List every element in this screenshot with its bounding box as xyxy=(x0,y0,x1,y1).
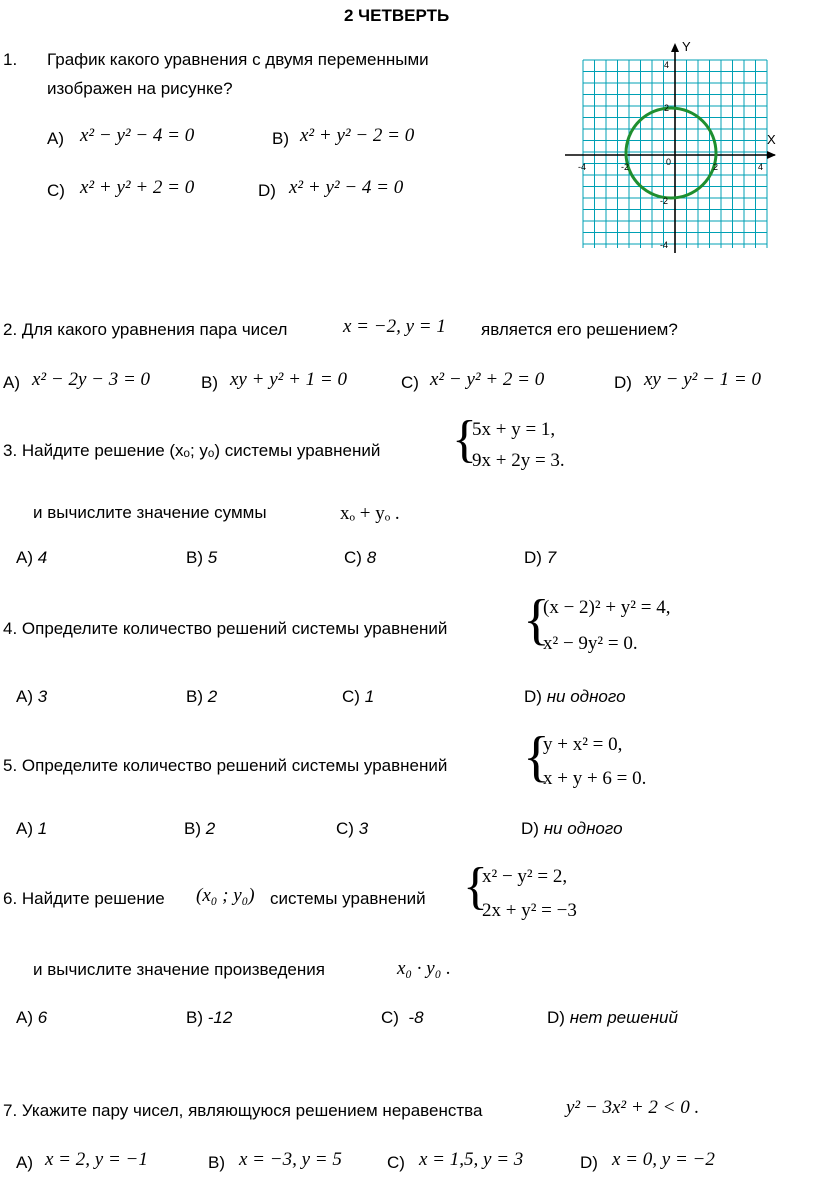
q5-option-a: A) 1 xyxy=(16,819,48,838)
q1-line2: изображен на рисунке? xyxy=(47,79,233,98)
q6-option-d: D) нет решений xyxy=(547,1008,678,1027)
q4-system-brace: { xyxy=(523,589,550,651)
x-axis-label: X xyxy=(767,132,776,147)
q6-system-eq2: 2x + y² = −3 xyxy=(482,900,577,921)
q6-pair: (x₀ ; y₀) xyxy=(196,885,255,906)
tick-x-neg4: -4 xyxy=(578,162,587,172)
q4-system-eq1: (x − 2)² + y² = 4, xyxy=(543,597,671,618)
q5-system-eq2: x + y + 6 = 0. xyxy=(543,768,647,789)
q1-option-b-label: B) xyxy=(272,129,289,148)
q1-line1: График какого уравнения с двумя переменными xyxy=(47,50,429,69)
tick-origin: 0 xyxy=(666,157,672,167)
q3-option-b: B) 5 xyxy=(186,548,218,567)
q6-text-b: системы уравнений xyxy=(270,889,426,908)
tick-x-neg2: -2 xyxy=(621,162,630,172)
x-axis-arrow xyxy=(767,151,776,159)
q6-text2: и вычислите значение произведения xyxy=(33,960,325,979)
q1-option-c-equation: x² + y² + 2 = 0 xyxy=(80,177,195,198)
q7-option-a-value: x = 2, y = −1 xyxy=(45,1149,148,1170)
y-axis-arrow xyxy=(671,43,679,52)
q6-option-c: C) -8 xyxy=(381,1008,424,1027)
q2-option-a-label: A) xyxy=(3,373,20,392)
q6-expr: x₀ · y₀ . xyxy=(397,958,451,979)
q4-option-b: B) 2 xyxy=(186,687,218,706)
q2-text-a: 2. Для какого уравнения пара чисел xyxy=(3,320,288,339)
q2-option-b-equation: xy + y² + 1 = 0 xyxy=(230,369,347,390)
q3-system-eq1: 5x + y = 1, xyxy=(472,419,556,440)
q6-text-a: 6. Найдите решение xyxy=(3,889,165,908)
q7-option-d-label: D) xyxy=(580,1153,598,1172)
circle-graph xyxy=(560,38,790,258)
q6-option-b: B) -12 xyxy=(186,1008,233,1027)
tick-y-2: 2 xyxy=(664,103,670,113)
q3-text2: и вычислите значение суммы xyxy=(33,503,267,522)
q1-option-b-equation: x² + y² − 2 = 0 xyxy=(300,125,415,146)
tick-y-neg2: -2 xyxy=(660,196,669,206)
tick-y-4: 4 xyxy=(664,60,670,70)
q1-option-d-equation: x² + y² − 4 = 0 xyxy=(289,177,404,198)
y-axis-label: Y xyxy=(682,39,691,54)
q6-option-a: A) 6 xyxy=(16,1008,48,1027)
q1-option-a-equation: x² − y² − 4 = 0 xyxy=(80,125,195,146)
q7-option-a-label: A) xyxy=(16,1153,33,1172)
page-title: 2 ЧЕТВЕРТЬ xyxy=(344,6,450,25)
q5-system-eq1: y + x² = 0, xyxy=(543,734,623,755)
q2-pair: x = −2, y = 1 xyxy=(343,316,446,337)
q5-system-brace: { xyxy=(523,726,550,788)
tick-x-2: 2 xyxy=(713,162,719,172)
q3-system-eq2: 9x + 2y = 3. xyxy=(472,450,565,471)
q7-option-b-value: x = −3, y = 5 xyxy=(239,1149,342,1170)
q2-option-d-equation: xy − y² − 1 = 0 xyxy=(644,369,761,390)
q4-option-c: C) 1 xyxy=(342,687,375,706)
q4-system-eq2: x² − 9y² = 0. xyxy=(543,633,638,654)
q3-option-d: D) 7 xyxy=(524,548,557,567)
q2-option-c-label: C) xyxy=(401,373,419,392)
q6-system-eq1: x² − y² = 2, xyxy=(482,866,568,887)
q3-system-brace: { xyxy=(452,411,477,468)
q2-option-b-label: B) xyxy=(201,373,218,392)
q3-text: 3. Найдите решение (xₒ; yₒ) системы уравнений xyxy=(3,441,381,460)
q1-option-a-label: A) xyxy=(47,129,64,148)
tick-y-neg4: -4 xyxy=(660,240,669,250)
q6-system-brace: { xyxy=(463,858,488,915)
q7-option-c-label: C) xyxy=(387,1153,405,1172)
q1-option-c-label: C) xyxy=(47,181,65,200)
q2-option-a-equation: x² − 2y − 3 = 0 xyxy=(32,369,151,390)
q2-option-c-equation: x² − y² + 2 = 0 xyxy=(430,369,545,390)
q4-option-d: D) ни одного xyxy=(524,687,626,706)
q3-option-c: C) 8 xyxy=(344,548,377,567)
q2-text-b: является его решением? xyxy=(481,320,678,339)
q4-option-a: A) 3 xyxy=(16,687,48,706)
q2-option-d-label: D) xyxy=(614,373,632,392)
q7-inequality: y² − 3x² + 2 < 0 . xyxy=(566,1097,700,1118)
q1-number: 1. xyxy=(3,50,18,69)
q5-option-c: C) 3 xyxy=(336,819,369,838)
q1-option-d-label: D) xyxy=(258,181,276,200)
q3-expr: xₒ + yₒ . xyxy=(340,503,400,524)
q4-text: 4. Определите количество решений системы уравнений xyxy=(3,619,448,638)
q7-option-c-value: x = 1,5, y = 3 xyxy=(419,1149,524,1170)
q5-text: 5. Определите количество решений системы уравнений xyxy=(3,756,448,775)
graph-circle xyxy=(626,108,719,198)
q7-text: 7. Укажите пару чисел, являющуюся решением неравенства xyxy=(3,1101,483,1120)
q7-option-d-value: x = 0, y = −2 xyxy=(612,1149,715,1170)
q5-option-b: B) 2 xyxy=(184,819,216,838)
tick-x-4: 4 xyxy=(758,162,764,172)
q7-option-b-label: B) xyxy=(208,1153,225,1172)
q5-option-d: D) ни одного xyxy=(521,819,623,838)
q3-option-a: A) 4 xyxy=(16,548,48,567)
